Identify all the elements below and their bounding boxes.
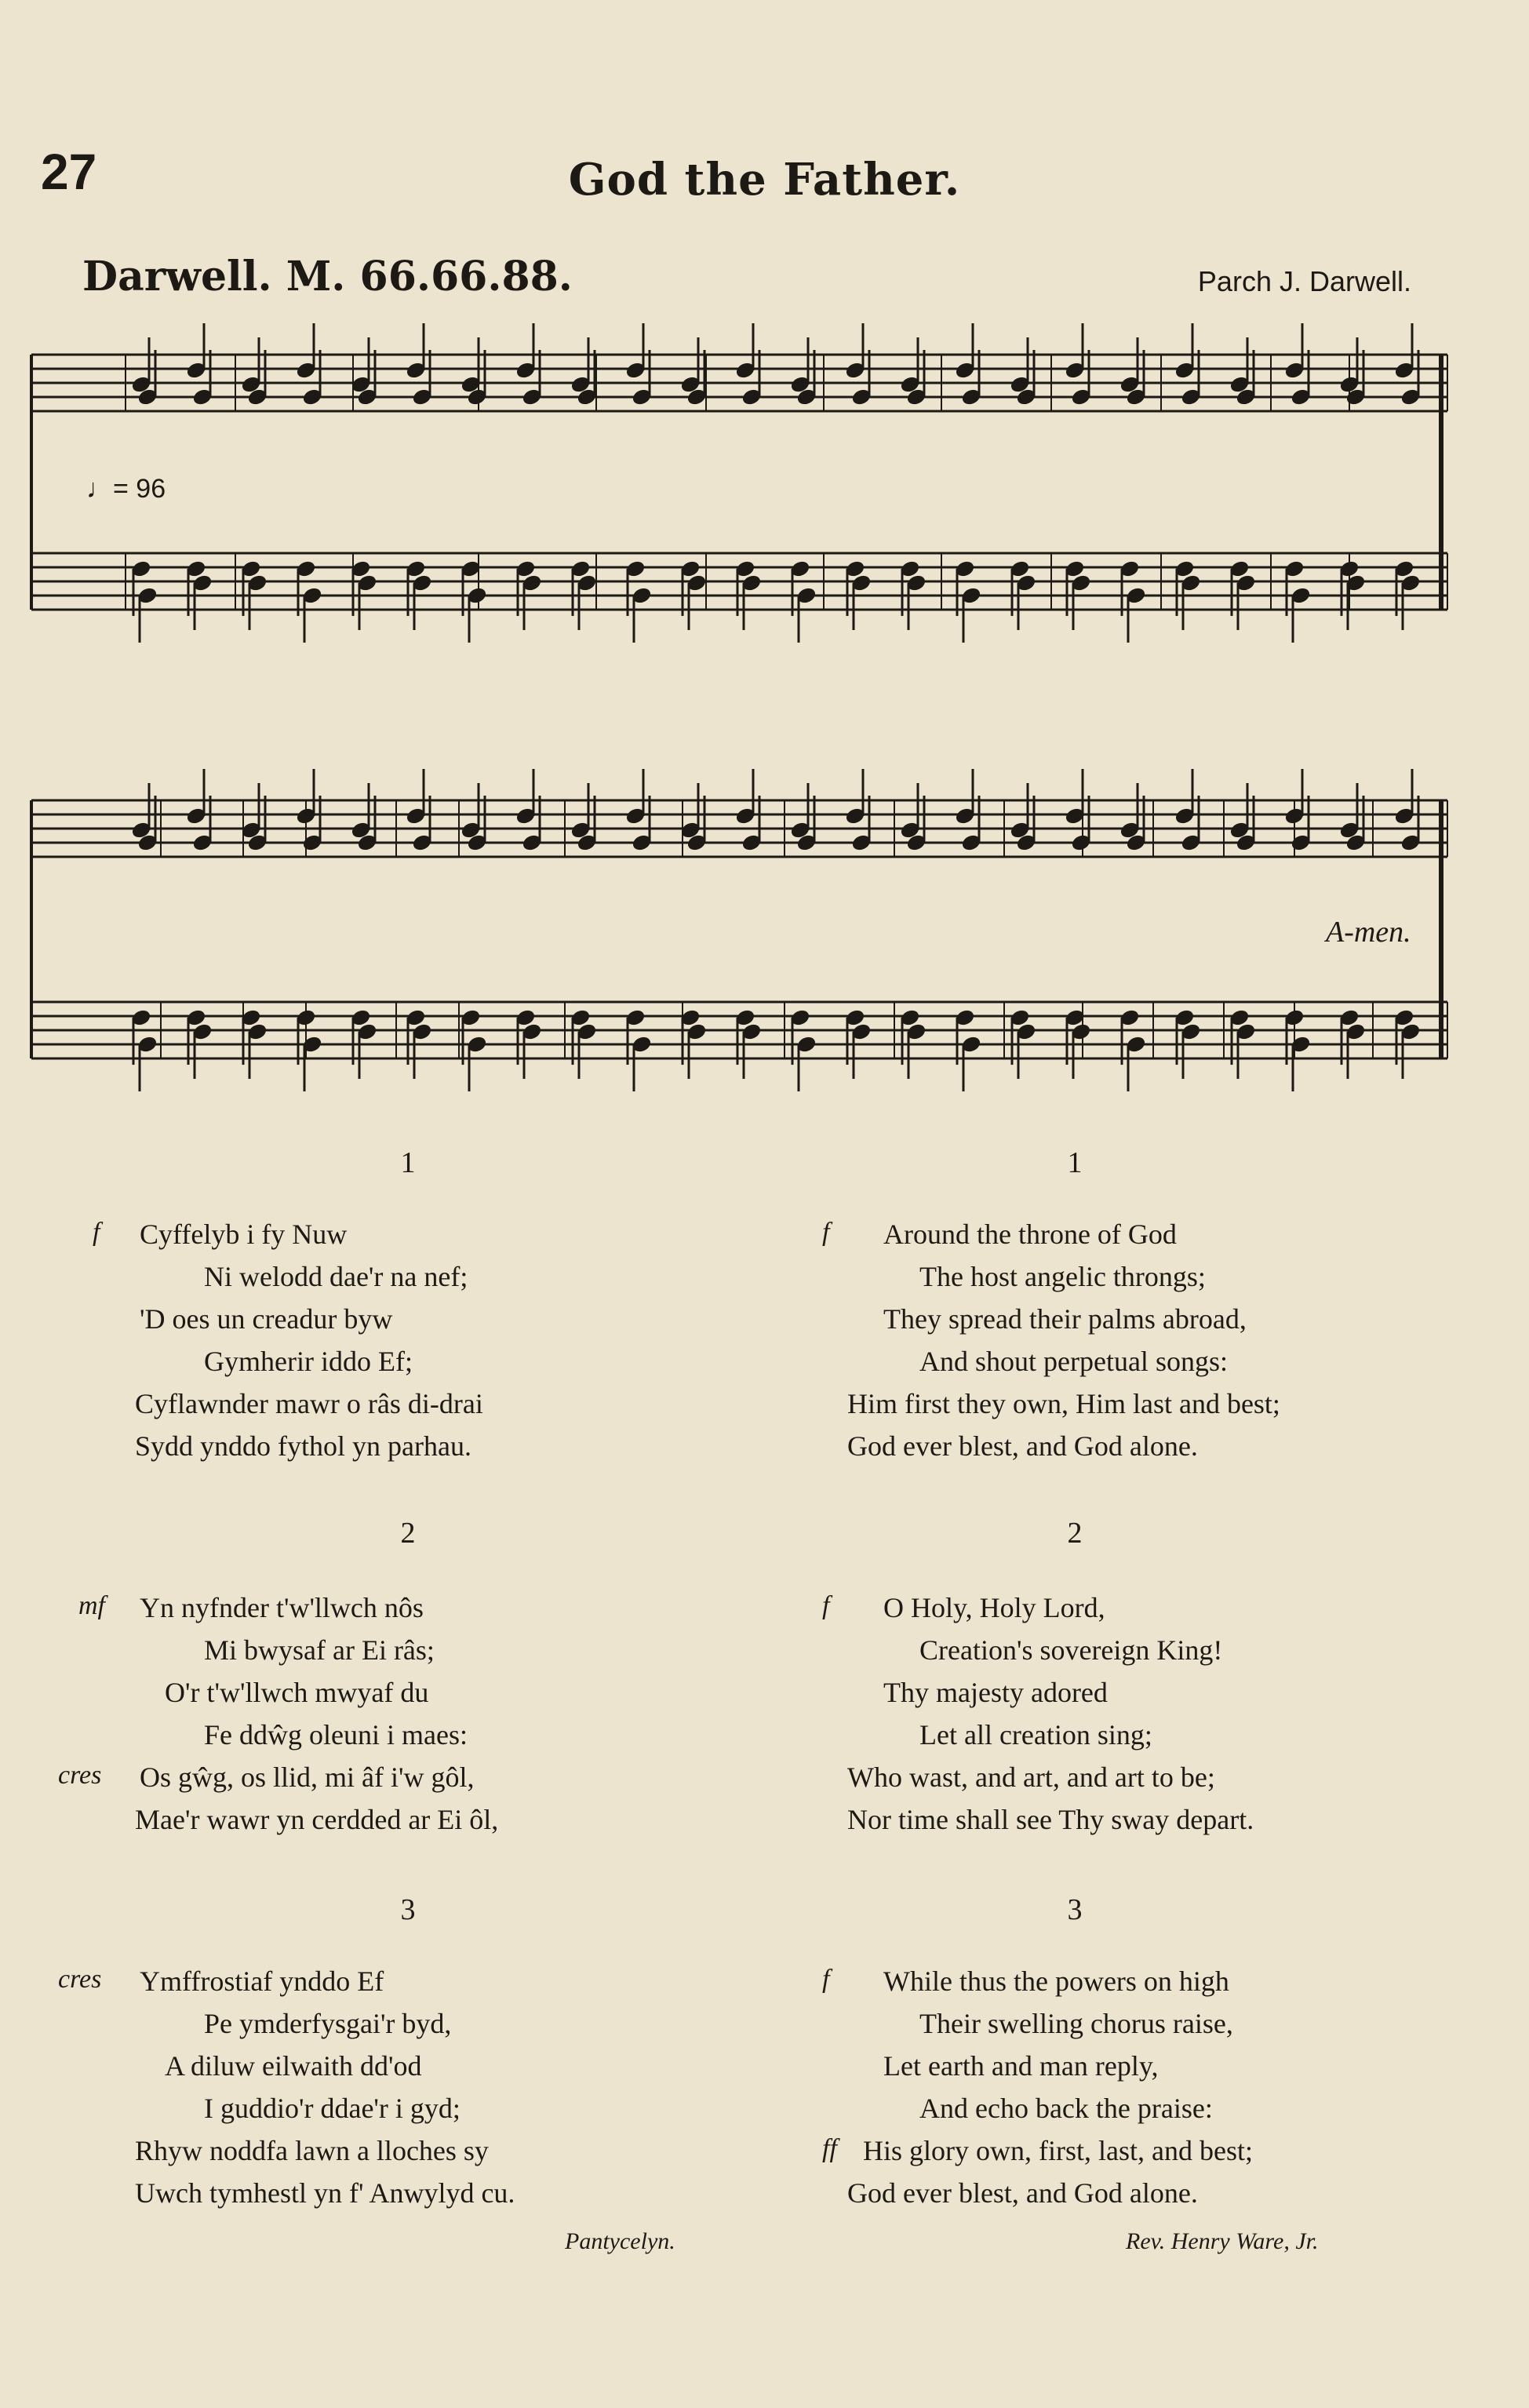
amen-text: A-men. (1326, 916, 1411, 949)
verse-line: And echo back the praise: (919, 2093, 1213, 2124)
dynamic-mark: f (93, 1218, 100, 1247)
verse-line: Ni welodd dae'r na nef; (204, 1261, 468, 1292)
verse-line: Mae'r wawr yn cerdded ar Ei ôl, (135, 1804, 499, 1835)
music-score (0, 0, 1529, 1098)
verse-line: 'D oes un creadur byw (140, 1303, 393, 1335)
quarter-note-icon: ♩ (86, 474, 113, 504)
dynamic-mark: mf (78, 1591, 105, 1620)
english-author: Rev. Henry Ware, Jr. (1126, 2228, 1319, 2254)
verse-line: Gymherir iddo Ef; (204, 1346, 413, 1377)
verse-line: Let earth and man reply, (883, 2050, 1159, 2082)
verse-line: Uwch tymhestl yn f' Anwylyd cu. (135, 2177, 515, 2209)
verse-line: Fe ddŵg oleuni i maes: (204, 1719, 468, 1750)
verse-line: Rhyw noddfa lawn a lloches sy (135, 2135, 489, 2166)
verse-line: Thy majesty adored (883, 1677, 1108, 1708)
verse-line: His glory own, first, last, and best; (863, 2135, 1253, 2166)
verse-line: Creation's sovereign King! (919, 1634, 1223, 1666)
verse-line: Who wast, and art, and art to be; (847, 1761, 1215, 1793)
verse-line: Ymffrostiaf ynddo Ef (140, 1965, 384, 1997)
verse-line: Os gŵg, os llid, mi âf i'w gôl, (140, 1761, 475, 1793)
verse-line: They spread their palms abroad, (883, 1303, 1247, 1335)
verse-line: God ever blest, and God alone. (847, 1430, 1198, 1462)
page-number: 27 (41, 144, 97, 200)
verse-line: A diluw eilwaith dd'od (165, 2050, 422, 2082)
verse-line: Their swelling chorus raise, (919, 2008, 1233, 2039)
verse-number: 1 (1067, 1146, 1083, 1179)
verse-line: O Holy, Holy Lord, (883, 1592, 1105, 1623)
verse-line: The host angelic throngs; (919, 1261, 1206, 1292)
composer: Parch J. Darwell. (1197, 265, 1411, 297)
dynamic-mark: ff (822, 2134, 837, 2163)
dynamic-mark: f (822, 1965, 830, 1994)
verse-line: Let all creation sing; (919, 1719, 1152, 1750)
verse-number: 2 (1067, 1517, 1083, 1550)
dynamic-mark: f (822, 1591, 830, 1620)
verse-line: And shout perpetual songs: (919, 1346, 1228, 1377)
verse-number: 3 (400, 1893, 416, 1926)
dynamic-mark: cres (58, 1761, 102, 1790)
dynamic-mark: f (822, 1218, 830, 1247)
verse-line: Nor time shall see Thy sway depart. (847, 1804, 1254, 1835)
verse-line: Cyffelyb i fy Nuw (140, 1219, 348, 1250)
verse-number: 3 (1067, 1893, 1083, 1926)
welsh-author: Pantycelyn. (565, 2228, 675, 2254)
verse-line: Mi bwysaf ar Ei râs; (204, 1634, 435, 1666)
verse-line: Pe ymderfysgai'r byd, (204, 2008, 452, 2039)
verse-number: 1 (400, 1146, 416, 1179)
dynamic-mark: cres (58, 1965, 102, 1994)
verse-line: Around the throne of God (883, 1219, 1177, 1250)
verse-line: Him first they own, Him last and best; (847, 1388, 1280, 1419)
verse-line: O'r t'w'llwch mwyaf du (165, 1677, 429, 1708)
verse-number: 2 (400, 1517, 416, 1550)
section-title: God the Father. (568, 154, 961, 206)
tempo-marking (86, 474, 166, 505)
tune-name: Darwell. M. 66.66.88. (82, 253, 573, 301)
tempo-value: = 96 (113, 474, 166, 504)
verse-line: Sydd ynddo fythol yn parhau. (135, 1430, 471, 1462)
verse-line: Cyflawnder mawr o râs di-drai (135, 1388, 483, 1419)
verse-line: God ever blest, and God alone. (847, 2177, 1198, 2209)
verse-line: I guddio'r ddae'r i gyd; (204, 2093, 461, 2124)
verse-line: While thus the powers on high (883, 1965, 1229, 1997)
verse-line: Yn nyfnder t'w'llwch nôs (140, 1592, 424, 1623)
